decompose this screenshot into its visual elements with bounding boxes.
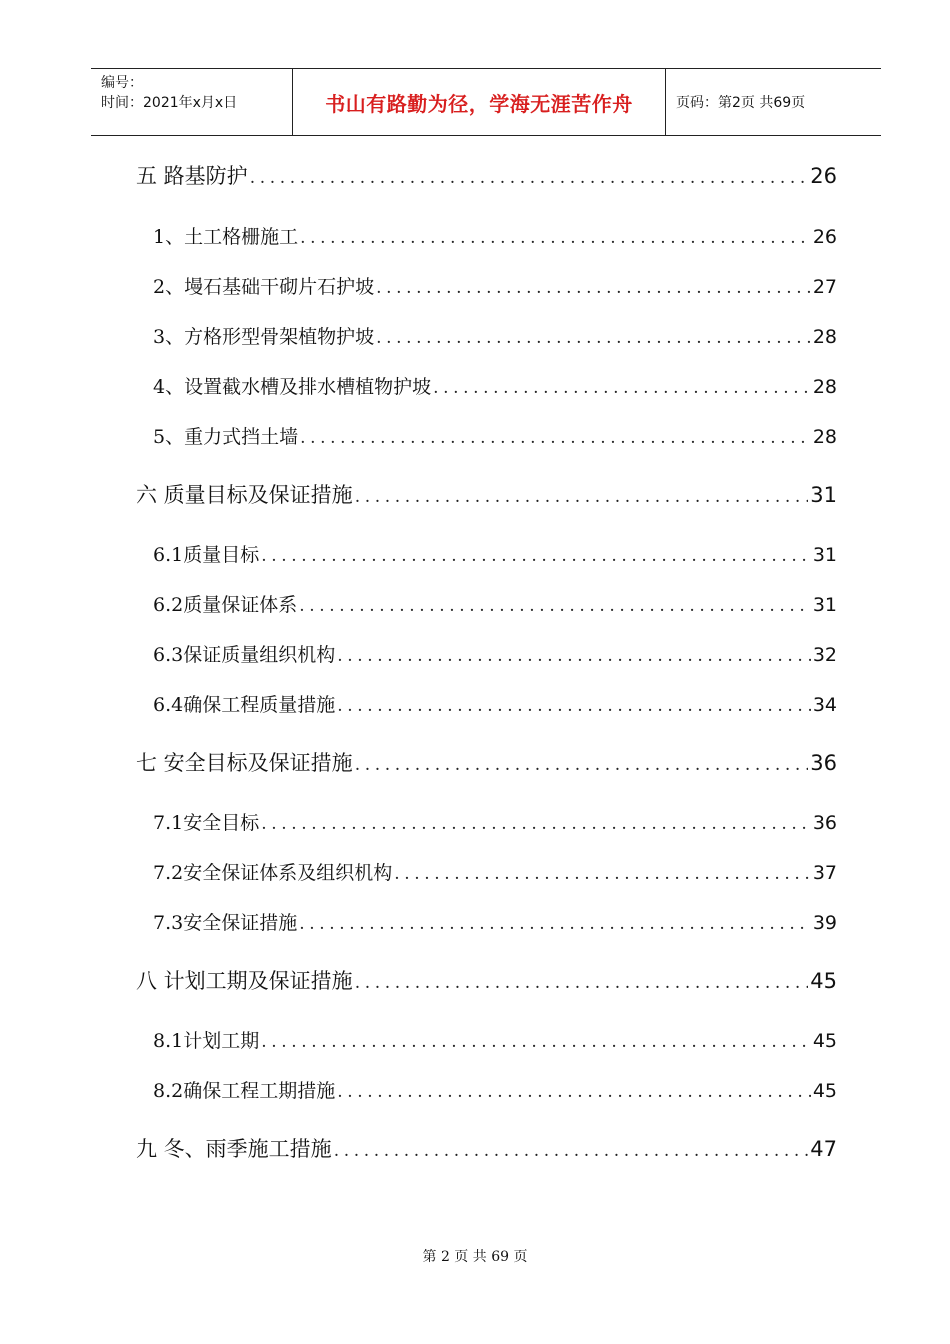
toc-chapter-entry[interactable]: [136, 965, 837, 995]
toc-entry-page: 45: [810, 969, 837, 993]
toc-entry-title: 8.1计划工期: [153, 1030, 260, 1052]
toc-entry-page: 31: [810, 483, 837, 507]
toc-entry-title: 八 计划工期及保证措施: [136, 969, 353, 993]
toc-entry-page: 31: [812, 544, 837, 566]
toc-dot-leader: [300, 428, 811, 448]
toc-section-entry[interactable]: [136, 640, 837, 667]
toc-entry-page: 34: [812, 694, 837, 716]
toc-dot-leader: [433, 378, 811, 398]
toc-entry-title: 3、方格形型骨架植物护坡: [153, 326, 375, 348]
toc-entry-page: 28: [812, 376, 837, 398]
toc-dot-leader: [337, 646, 811, 666]
toc-entry-page: 26: [810, 164, 837, 188]
toc-entry-title: 7.1安全目标: [153, 812, 260, 834]
toc-entry-title: 1、土工格栅施工: [153, 226, 299, 248]
toc-entry-title: 6.4确保工程质量措施: [153, 694, 336, 716]
toc-dot-leader: [334, 1141, 809, 1161]
toc-dot-leader: [355, 487, 809, 507]
page-footer: 第 2 页 共 69 页: [422, 1249, 528, 1265]
header-page-info: 页码：第2页 共69页: [676, 95, 806, 111]
toc-entry-page: 31: [812, 594, 837, 616]
toc-dot-leader: [261, 814, 811, 834]
toc-entry-page: 36: [812, 812, 837, 834]
toc-entry-title: 六 质量目标及保证措施: [136, 483, 353, 507]
toc-entry-page: 27: [812, 276, 837, 298]
toc-entry-page: 26: [812, 226, 837, 248]
toc-entry-page: 45: [812, 1030, 837, 1052]
toc-section-entry[interactable]: [136, 858, 837, 885]
toc-dot-leader: [261, 546, 811, 566]
toc-entry-page: 32: [812, 644, 837, 666]
toc-section-entry[interactable]: [136, 1076, 837, 1103]
toc-dot-leader: [299, 914, 811, 934]
toc-dot-leader: [376, 328, 811, 348]
toc-entry-title: 5、重力式挡土墙: [153, 426, 299, 448]
toc-entry-title: 七 安全目标及保证措施: [136, 751, 353, 775]
toc-entry-title: 6.3保证质量组织机构: [153, 644, 336, 666]
toc-chapter-entry[interactable]: [136, 160, 837, 190]
toc-entry-title: 6.2质量保证体系: [153, 594, 298, 616]
toc-section-entry[interactable]: [136, 372, 837, 399]
header-meta: [91, 69, 293, 135]
number-label: 编号：: [101, 75, 143, 91]
toc-entry-page: 45: [812, 1080, 837, 1102]
toc-entry-title: 7.2安全保证体系及组织机构: [153, 862, 393, 884]
toc-section-entry[interactable]: [136, 540, 837, 567]
toc-section-entry[interactable]: [136, 908, 837, 935]
toc-entry-page: 28: [812, 326, 837, 348]
toc-dot-leader: [355, 755, 809, 775]
toc-dot-leader: [394, 864, 811, 884]
toc-dot-leader: [376, 278, 811, 298]
toc-section-entry[interactable]: [136, 808, 837, 835]
toc-dot-leader: [337, 696, 811, 716]
toc-entry-title: 7.3安全保证措施: [153, 912, 298, 934]
toc-chapter-entry[interactable]: [136, 1133, 837, 1163]
toc-entry-page: 36: [810, 751, 837, 775]
toc-entry-page: 28: [812, 426, 837, 448]
header-motto: 书山有路勤为径，学海无涯苦作舟: [293, 69, 666, 135]
toc-chapter-entry[interactable]: [136, 479, 837, 509]
toc-entry-page: 47: [810, 1137, 837, 1161]
toc-entry-page: 37: [812, 862, 837, 884]
toc-section-entry[interactable]: [136, 222, 837, 249]
page-header: [91, 68, 881, 136]
toc-section-entry[interactable]: [136, 690, 837, 717]
toc-entry-title: 6.1质量目标: [153, 544, 260, 566]
toc-section-entry[interactable]: [136, 590, 837, 617]
toc-entry-title: 2、墁石基础干砌片石护坡: [153, 276, 375, 298]
toc-section-entry[interactable]: [136, 272, 837, 299]
toc-dot-leader: [261, 1032, 811, 1052]
time-label: 时间：2021年x月x日: [101, 95, 238, 111]
toc-section-entry[interactable]: [136, 422, 837, 449]
toc-chapter-entry[interactable]: [136, 747, 837, 777]
toc-section-entry[interactable]: [136, 1026, 837, 1053]
toc-dot-leader: [355, 973, 809, 993]
toc-dot-leader: [299, 596, 811, 616]
toc-entry-page: 39: [812, 912, 837, 934]
toc-entry-title: 8.2确保工程工期措施: [153, 1080, 336, 1102]
toc-entry-title: 九 冬、雨季施工措施: [136, 1137, 332, 1161]
toc-dot-leader: [337, 1082, 811, 1102]
toc-section-entry[interactable]: [136, 322, 837, 349]
toc-entry-title: 五 路基防护: [136, 164, 248, 188]
toc-dot-leader: [300, 228, 811, 248]
toc-entry-title: 4、设置截水槽及排水槽植物护坡: [153, 376, 432, 398]
toc-dot-leader: [250, 168, 809, 188]
